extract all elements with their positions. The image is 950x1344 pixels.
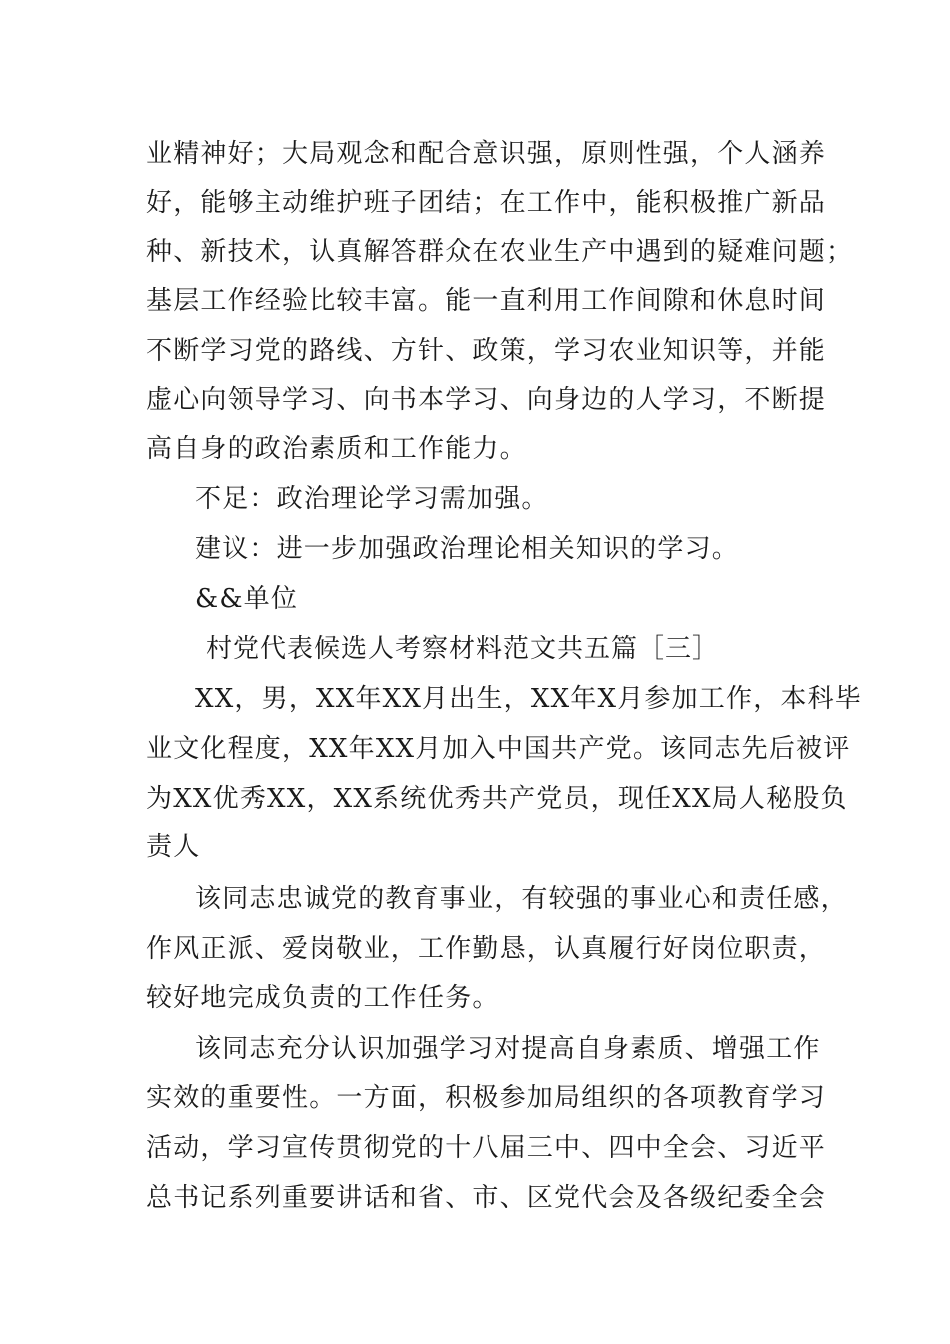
body-text-line: 种、新技术，认真解答群众在农业生产中遇到的疑难问题； [146,237,854,267]
body-text-line: 该同志充分认识加强学习对提高自身素质、增强工作 [195,1034,821,1064]
body-text-line: 业文化程度，XX年XX月加入中国共产党。该同志先后被评 [146,734,851,764]
body-text-line: 该同志忠诚党的教育事业，有较强的事业心和责任感， [195,884,848,914]
body-text-line: 较好地完成负责的工作任务。 [146,983,500,1013]
body-text-line: 高自身的政治素质和工作能力。 [146,434,527,464]
body-text-line: 作风正派、爱岗敬业，工作勤恳，认真履行好岗位职责， [146,934,827,964]
body-text-line: 总书记系列重要讲话和省、市、区党代会及各级纪委全会 [146,1183,827,1213]
body-text-line: XX，男，XX年XX月出生，XX年X月参加工作，本科毕 [195,684,862,714]
body-text-line: 好，能够主动维护班子团结；在工作中，能积极推广新品 [146,188,827,218]
body-text-line: 实效的重要性。一方面，积极参加局组织的各项教育学习 [146,1083,827,1113]
body-text-line: 活动，学习宣传贯彻党的十八届三中、四中全会、习近平 [146,1133,827,1163]
body-text-line: 虚心向领导学习、向书本学习、向身边的人学习，不断提 [146,385,827,415]
unit-text: &&单位 [195,584,299,614]
section-title: 村党代表候选人考察材料范文共五篇［三］ [206,634,720,664]
suggestion-text: 建议：进一步加强政治理论相关知识的学习。 [195,534,740,564]
body-text-line: 不断学习党的路线、方针、政策，学习农业知识等，并能 [146,336,827,366]
body-text-line: 责人 [146,832,201,862]
body-text-line: 为XX优秀XX，XX系统优秀共产党员，现任XX局人秘股负 [146,784,848,814]
body-text-line: 基层工作经验比较丰富。能一直利用工作间隙和休息时间 [146,286,827,316]
shortcoming-text: 不足：政治理论学习需加强。 [195,484,549,514]
body-text-line: 业精神好；大局观念和配合意识强，原则性强，个人涵养 [146,139,827,169]
